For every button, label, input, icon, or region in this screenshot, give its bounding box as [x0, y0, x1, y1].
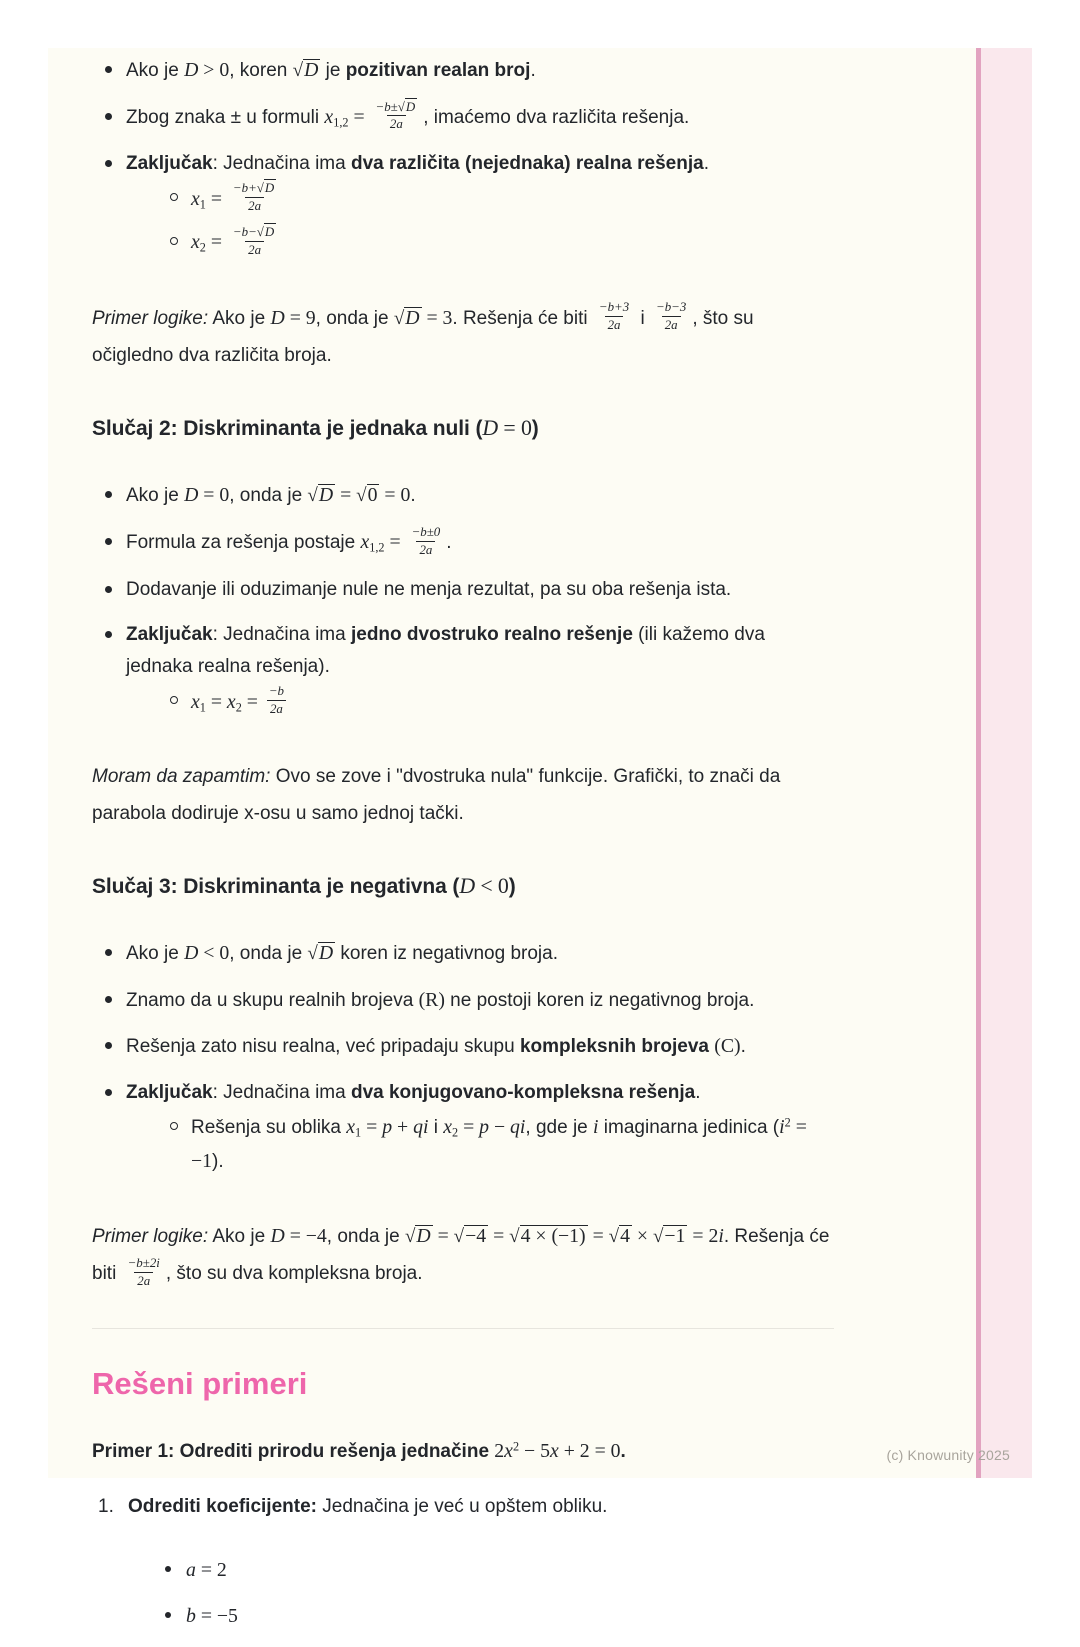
bullet-icon [105, 113, 112, 120]
fraction [230, 180, 279, 215]
document-page [48, 48, 1032, 1628]
text-segment: Ovo se zove i "dvostruka nula" funkcije. Grafički, to znači da parabola dodiruje x-osu u samo jednoj tački. [92, 766, 781, 825]
text-segment: −b± [375, 98, 398, 114]
bullet-icon [105, 586, 112, 593]
fraction-denominator [245, 197, 264, 215]
list-item [157, 182, 834, 217]
text-segment: D [459, 874, 475, 899]
text-segment: = [488, 1224, 510, 1247]
text-segment: 2a [664, 317, 678, 333]
list-item-text [126, 485, 416, 506]
list-item-text [126, 1082, 700, 1103]
text-segment: $x^2$ [504, 1439, 520, 1462]
list-item [92, 984, 834, 1018]
section-heading [92, 868, 834, 905]
radicand [619, 1225, 632, 1247]
section-heading [92, 410, 834, 447]
text-segment: −b−3 [655, 299, 687, 315]
text-segment: , onda je [326, 1225, 405, 1247]
text-segment: , koren [229, 60, 293, 81]
text-segment: = [205, 231, 227, 254]
text-segment: − 5 [519, 1439, 550, 1462]
text-segment: ) [508, 875, 516, 899]
text-segment: $x_1$ [191, 690, 206, 715]
text-segment: Ako je [126, 60, 185, 81]
bullet-list [92, 479, 834, 733]
fraction-numerator [266, 683, 287, 700]
text-segment: $x_2$ [191, 231, 206, 256]
text-segment: D [184, 942, 199, 965]
text-segment: Zaključak [126, 153, 213, 175]
sqrt-expression: √D [307, 484, 334, 507]
text-segment: dva konjugovano-kompleksna rešenja [350, 1082, 696, 1104]
text-segment: Ako je [208, 1225, 271, 1247]
text-segment: < 0 [198, 942, 230, 965]
list-item [157, 226, 834, 261]
text-segment: 4 × (−1) [520, 1224, 586, 1247]
text-segment: D [264, 224, 275, 240]
text-segment: . Rešenja će biti [452, 307, 593, 329]
text-segment: = [361, 1116, 383, 1139]
text-segment: Moram da zapamtim: [92, 766, 271, 788]
text-segment: . [703, 153, 709, 175]
text-segment: × [631, 1224, 653, 1247]
text-segment: a [186, 1558, 196, 1581]
text-segment: D [184, 59, 199, 81]
fraction [125, 1255, 163, 1290]
list-item-text [186, 1606, 238, 1627]
fraction-denominator [267, 700, 286, 718]
text-segment: < 0 [475, 874, 509, 899]
text-segment: 4 [620, 1224, 630, 1247]
fraction [230, 224, 279, 259]
fraction-denominator [245, 241, 264, 259]
text-segment: 2a [607, 317, 621, 333]
fraction-denominator [416, 541, 435, 559]
fraction-numerator [125, 1255, 163, 1272]
fraction [266, 683, 287, 718]
text-segment: , što su očigledno dva različita broja. [92, 307, 754, 367]
list-item [156, 1600, 834, 1634]
text-segment: , onda je [229, 943, 308, 965]
numbered-list [92, 1491, 834, 1646]
list-item [92, 54, 834, 88]
text-segment: −b±2i [127, 1254, 160, 1270]
text-segment: 2a [248, 241, 262, 257]
text-segment: $x_1$ [191, 187, 206, 212]
text-segment: . [410, 485, 416, 507]
text-segment: jedno dvostruko realno rešenje [350, 623, 633, 645]
list-item-text [126, 990, 754, 1011]
text-segment: imaginarna jedinica ( [598, 1117, 780, 1139]
text-segment: $x_2$ [443, 1116, 459, 1141]
text-segment: : Jednačina ima [212, 623, 351, 645]
circle-bullet-icon [170, 1122, 178, 1130]
list-item-text [126, 153, 709, 174]
radicand [318, 484, 335, 506]
document-content [92, 54, 834, 1647]
text-segment: D [184, 484, 199, 507]
text-segment: = 0 [198, 484, 230, 507]
list-item-text [126, 98, 690, 132]
text-segment: i [428, 1117, 444, 1139]
sqrt-expression: √4 × (−1) [509, 1224, 586, 1247]
text-segment: , gde je [525, 1117, 594, 1139]
text-segment: 0 [367, 484, 378, 507]
fraction-denominator [387, 115, 406, 133]
radicand [415, 1225, 432, 1247]
text-segment: (ili kažemo dva jednaka realna rešenja). [126, 623, 765, 678]
text-segment: je [320, 60, 346, 81]
text-segment: = [587, 1224, 609, 1247]
text-segment: = [205, 690, 227, 713]
text-segment: = [458, 1116, 480, 1139]
text-segment: ne postoji koren iz negativnog broja. [444, 989, 755, 1011]
radicand [318, 942, 335, 964]
text-segment: −4 [465, 1224, 487, 1247]
bullet-list [92, 937, 834, 1191]
list-item-text [126, 60, 536, 81]
text-segment: x [549, 1439, 559, 1462]
text-segment: + [392, 1116, 414, 1139]
text-segment: Primer 1: Odrediti prirodu rešenja jednačine [92, 1440, 495, 1462]
list-item [92, 523, 834, 561]
text-segment: > 0 [198, 59, 230, 81]
text-segment: i [593, 1116, 599, 1139]
text-segment: b [186, 1605, 196, 1628]
text-segment: Rešenja zato nisu realna, već pripadaju skupu [126, 1036, 520, 1058]
fraction-numerator [653, 299, 689, 316]
text-segment: . Rešenja će biti [92, 1225, 830, 1285]
list-number: 1. [98, 1496, 114, 1518]
fraction-numerator [409, 524, 444, 541]
circle-bullet-icon [170, 237, 178, 245]
fraction-denominator [134, 1272, 153, 1290]
text-segment: D [416, 1224, 431, 1247]
nested-bullet-list [156, 1554, 834, 1634]
sub-bullet-list [157, 685, 834, 720]
list-item-text [126, 579, 731, 600]
text-segment: $x_1$ [346, 1116, 362, 1141]
circle-bullet-icon [170, 193, 178, 201]
text-segment: . [740, 1036, 746, 1058]
text-segment: −b− [232, 224, 257, 240]
text-segment: D [304, 59, 319, 81]
text-segment: Rešenja su oblika [191, 1117, 347, 1139]
list-item-text [191, 1117, 807, 1172]
fraction-numerator [230, 180, 279, 197]
sqrt-expression: √−4 [453, 1224, 487, 1247]
text-segment: −b+ [232, 180, 257, 196]
text-segment: dva različita (nejednaka) realna rešenja [350, 153, 704, 175]
fraction [373, 99, 421, 134]
text-segment: ). [212, 1150, 224, 1172]
text-segment: : Jednačina ima [212, 153, 351, 175]
list-item [92, 148, 834, 260]
text-segment: + 2 = 0 [558, 1439, 621, 1462]
text-segment: = [241, 690, 263, 713]
text-segment: , onda je [315, 307, 394, 329]
text-segment: 2a [137, 1272, 151, 1288]
text-segment: $x_{1,2}$ [324, 105, 349, 130]
fraction-numerator [230, 224, 279, 241]
numbered-item-text [128, 1496, 607, 1517]
text-segment: p [382, 1116, 393, 1139]
text-segment: Slučaj 3: Diskriminanta je negativna ( [92, 875, 460, 899]
text-segment: Zaključak [126, 623, 213, 645]
text-segment: = [348, 105, 370, 128]
text-segment: = 2 [687, 1224, 719, 1247]
text-segment: Ako je [208, 307, 271, 329]
list-item [92, 937, 834, 971]
text-segment: Odrediti koeficijente: [128, 1496, 317, 1518]
text-segment: Zaključak [126, 1082, 213, 1104]
sqrt-expression: √0 [356, 484, 378, 507]
text-segment: = [432, 1224, 454, 1247]
list-item-text [191, 180, 282, 214]
list-item-text [191, 683, 290, 717]
fraction [653, 299, 689, 334]
list-item [92, 479, 834, 513]
fraction-numerator [373, 99, 421, 116]
bullet-icon [165, 1566, 171, 1572]
text-segment: D [405, 98, 416, 114]
text-segment: = 3 [421, 306, 453, 329]
text-segment: 2a [248, 198, 262, 214]
bullet-icon [105, 996, 112, 1003]
text-segment: Slučaj 2: Diskriminanta je jednaka nuli ( [92, 417, 483, 441]
list-item [157, 1111, 834, 1178]
list-item-text [126, 1036, 746, 1057]
text-segment: Primer logike: [92, 1225, 209, 1247]
text-segment: = [205, 187, 227, 210]
text-segment: Znamo da u skupu realnih brojeva [126, 989, 419, 1011]
list-item [92, 1077, 834, 1178]
bullet-list [92, 54, 834, 274]
text-segment: D [318, 942, 334, 965]
text-segment: . [620, 1440, 626, 1462]
divider [92, 1328, 834, 1329]
sqrt-expression: √D [397, 98, 416, 114]
bullet-icon [105, 66, 112, 73]
text-segment: D [405, 306, 420, 329]
text-segment: 2a [389, 116, 403, 132]
fraction-denominator [605, 316, 624, 334]
text-segment: D [264, 180, 275, 196]
text-segment: D [270, 1224, 285, 1247]
text-segment: = 0 [498, 416, 532, 441]
text-segment: −1 [664, 1224, 686, 1247]
list-item [92, 574, 834, 606]
text-segment: = −5 [195, 1605, 238, 1628]
text-segment: = 0 [379, 484, 411, 507]
text-segment: = 9 [284, 306, 316, 329]
text-segment: i [718, 1224, 724, 1247]
text-segment: = −4 [284, 1224, 327, 1247]
bullet-icon [105, 538, 112, 545]
example-title [92, 1435, 834, 1469]
note-paragraph [92, 299, 834, 375]
circle-bullet-icon [170, 696, 178, 704]
text-segment: 2a [269, 701, 283, 717]
fraction-numerator [596, 299, 632, 316]
text-segment: −b+3 [598, 299, 630, 315]
text-segment: (C) [714, 1035, 741, 1058]
text-segment: . [446, 532, 452, 554]
list-item-text [186, 1560, 227, 1581]
radicand [404, 307, 421, 329]
text-segment: p [479, 1116, 490, 1139]
text-segment: Zbog znaka ± u formuli [126, 106, 325, 128]
text-segment: Primer logike: [92, 307, 209, 329]
list-item [92, 98, 834, 136]
radicand [264, 223, 276, 239]
text-segment: $i^2$ [779, 1115, 791, 1139]
note-paragraph [92, 758, 834, 832]
text-segment: Ako je [126, 943, 185, 965]
list-item [92, 619, 834, 720]
radicand [405, 98, 417, 114]
text-segment: , što su dva kompleksna broja. [165, 1263, 423, 1285]
text-segment: . [530, 60, 536, 81]
text-segment: −b [268, 683, 285, 699]
radicand [264, 179, 276, 195]
text-segment: D [482, 416, 499, 441]
text-segment: $x_2$ [226, 690, 242, 715]
text-segment: D [270, 306, 285, 329]
text-segment: kompleksnih brojeva [519, 1036, 709, 1058]
sqrt-expression: √D [404, 1224, 431, 1247]
sqrt-expression: √D [307, 942, 334, 965]
text-segment: 2a [419, 541, 433, 557]
fraction-denominator [662, 316, 681, 334]
text-segment: Jednačina je već u opštem obliku. [316, 1496, 608, 1518]
list-item-text [126, 624, 765, 677]
fraction [409, 524, 444, 559]
sqrt-expression: √4 [608, 1224, 630, 1247]
text-segment: = 2 [195, 1558, 227, 1581]
text-segment: qi [413, 1116, 429, 1139]
sqrt-expression: √D [256, 180, 275, 196]
page-footer-watermark: (c) Knowunity 2025 [886, 1447, 1010, 1463]
text-segment: = −1 [191, 1116, 807, 1172]
bullet-icon [105, 1042, 112, 1049]
text-segment: Ako je [126, 485, 185, 507]
examples-heading: Rešeni primeri [92, 1366, 308, 1402]
text-segment: = [335, 484, 357, 507]
radicand [464, 1225, 488, 1247]
text-segment: 2 [494, 1439, 505, 1462]
sqrt-expression: √D [256, 224, 275, 240]
radicand [367, 484, 380, 506]
text-segment: Formula za rešenja postaje [126, 532, 361, 554]
list-item-text [126, 943, 558, 964]
text-segment: : Jednačina ima [212, 1082, 351, 1104]
text-segment: . [695, 1082, 701, 1104]
numbered-item [92, 1491, 834, 1633]
sub-bullet-list [157, 182, 834, 260]
sub-bullet-list [157, 1111, 834, 1178]
text-segment: −b±0 [411, 523, 441, 539]
list-item [157, 685, 834, 720]
text-segment: qi [510, 1116, 526, 1139]
text-segment: D [318, 484, 334, 507]
list-item-text [191, 224, 282, 257]
text-segment: i [635, 307, 650, 329]
text-segment: pozitivan realan broj [345, 60, 531, 81]
list-item [156, 1554, 834, 1588]
bullet-icon [105, 491, 112, 498]
text-segment: − [489, 1116, 511, 1139]
bullet-icon [105, 1089, 112, 1096]
radicand [663, 1225, 687, 1247]
bullet-icon [105, 631, 112, 638]
page-edge-stripe-band [981, 48, 1032, 1478]
sqrt-expression: √−1 [652, 1224, 686, 1247]
text-segment: , onda je [229, 485, 308, 507]
radicand [520, 1225, 588, 1247]
text-segment: , imaćemo dva različita rešenja. [423, 106, 690, 128]
sqrt-expression: √D [292, 59, 319, 81]
fraction [596, 299, 632, 334]
note-paragraph [92, 1217, 834, 1293]
text-segment: koren iz negativnog broja. [335, 943, 558, 965]
bullet-icon [165, 1612, 171, 1618]
text-segment: = [384, 531, 406, 554]
list-item [92, 1030, 834, 1064]
text-segment: $x_{1,2}$ [360, 531, 385, 555]
text-segment: (R) [418, 988, 445, 1011]
text-segment: ) [531, 417, 539, 441]
bullet-icon [105, 160, 112, 167]
text-segment: Dodavanje ili oduzimanje nule ne menja rezultat, pa su oba rešenja ista. [126, 578, 732, 600]
bullet-icon [105, 949, 112, 956]
radicand [303, 59, 320, 81]
sqrt-expression: √D [393, 306, 420, 329]
